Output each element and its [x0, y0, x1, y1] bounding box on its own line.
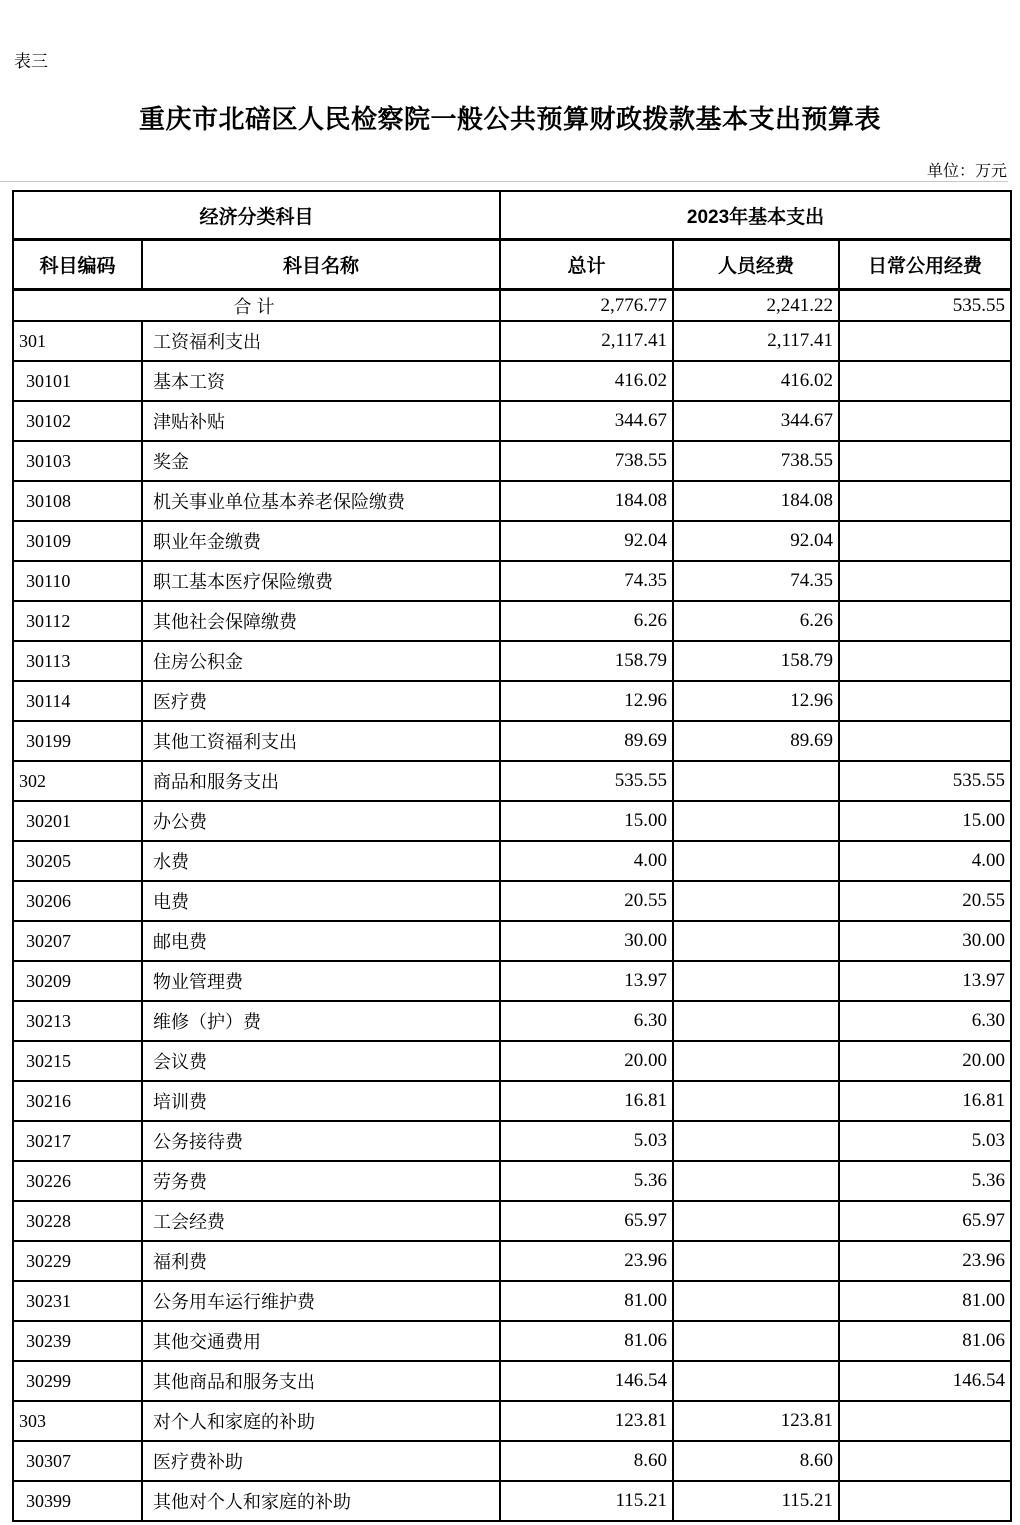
- personnel-cell: [673, 1161, 839, 1201]
- subject-name-cell: 其他社会保障缴费: [142, 601, 500, 641]
- subject-name-cell: 其他工资福利支出: [142, 721, 500, 761]
- daily-cell: 4.00: [839, 841, 1011, 881]
- total-cell: 13.97: [500, 961, 673, 1001]
- subject-code-cell: 30299: [13, 1361, 142, 1401]
- personnel-cell: 184.08: [673, 481, 839, 521]
- total-cell: 4.00: [500, 841, 673, 881]
- subject-code-cell: 30216: [13, 1081, 142, 1121]
- daily-cell: 81.00: [839, 1281, 1011, 1321]
- total-cell: 535.55: [500, 761, 673, 801]
- personnel-cell: 123.81: [673, 1401, 839, 1441]
- daily-cell: 23.96: [839, 1241, 1011, 1281]
- subject-name-cell: 其他对个人和家庭的补助: [142, 1481, 500, 1521]
- personnel-cell: 416.02: [673, 361, 839, 401]
- subject-name-cell: 奖金: [142, 441, 500, 481]
- subject-code-cell: 30101: [13, 361, 142, 401]
- total-cell: 30.00: [500, 921, 673, 961]
- personnel-cell: [673, 801, 839, 841]
- header-group-row: [13, 191, 1011, 240]
- subject-name-cell: 商品和服务支出: [142, 761, 500, 801]
- daily-cell: [839, 1401, 1011, 1441]
- personnel-cell: 8.60: [673, 1441, 839, 1481]
- subject-name-cell: 维修（护）费: [142, 1001, 500, 1041]
- daily-cell: 15.00: [839, 801, 1011, 841]
- personnel-cell: 12.96: [673, 681, 839, 721]
- subject-code-cell: 30239: [13, 1321, 142, 1361]
- personnel-cell: 89.69: [673, 721, 839, 761]
- subject-code-cell: 30229: [13, 1241, 142, 1281]
- subject-code-cell: 303: [13, 1401, 142, 1441]
- daily-cell: [839, 521, 1011, 561]
- subject-code-cell: 30112: [13, 601, 142, 641]
- table-row: [13, 521, 1011, 561]
- page-title: 重庆市北碚区人民检察院一般公共预算财政拨款基本支出预算表: [138, 105, 881, 134]
- daily-cell: 6.30: [839, 1001, 1011, 1041]
- table-row: [13, 721, 1011, 761]
- subject-code-cell: 30205: [13, 841, 142, 881]
- table-row: [13, 881, 1011, 921]
- daily-cell: 20.55: [839, 881, 1011, 921]
- daily-cell: [839, 561, 1011, 601]
- table-row: [13, 561, 1011, 601]
- table-row: [13, 1361, 1011, 1401]
- personnel-cell: 74.35: [673, 561, 839, 601]
- subject-name-cell: 水费: [142, 841, 500, 881]
- table-row: [13, 1081, 1011, 1121]
- daily-cell: 13.97: [839, 961, 1011, 1001]
- budget-table-body: [13, 290, 1011, 1522]
- subject-name-cell: 津贴补贴: [142, 401, 500, 441]
- table-row: [13, 1001, 1011, 1041]
- daily-cell: [839, 1441, 1011, 1481]
- daily-cell: 5.36: [839, 1161, 1011, 1201]
- daily-cell: [839, 361, 1011, 401]
- personnel-cell: [673, 961, 839, 1001]
- subject-code-cell: 30102: [13, 401, 142, 441]
- subject-name-cell: 工资福利支出: [142, 321, 500, 361]
- personnel-cell: 92.04: [673, 521, 839, 561]
- table-row: [13, 681, 1011, 721]
- total-cell: 8.60: [500, 1441, 673, 1481]
- total-cell: 738.55: [500, 441, 673, 481]
- personnel-cell: [673, 1081, 839, 1121]
- subject-code-cell: 30307: [13, 1441, 142, 1481]
- personnel-cell: 2,241.22: [673, 290, 839, 322]
- total-cell: 12.96: [500, 681, 673, 721]
- total-cell: 20.55: [500, 881, 673, 921]
- daily-cell: 20.00: [839, 1041, 1011, 1081]
- subject-code-cell: 30231: [13, 1281, 142, 1321]
- subject-code-cell: 301: [13, 321, 142, 361]
- table-row: [13, 321, 1011, 361]
- subject-name-cell: 电费: [142, 881, 500, 921]
- subject-code-cell: 30199: [13, 721, 142, 761]
- table-row: [13, 1201, 1011, 1241]
- budget-table-header: [13, 191, 1011, 290]
- subject-name-cell: 机关事业单位基本养老保险缴费: [142, 481, 500, 521]
- table-row: [13, 481, 1011, 521]
- total-cell: 5.36: [500, 1161, 673, 1201]
- daily-cell: [839, 681, 1011, 721]
- subject-name-cell: 其他交通费用: [142, 1321, 500, 1361]
- personnel-cell: [673, 1001, 839, 1041]
- personnel-cell: [673, 1281, 839, 1321]
- scan-rule-artifact: [0, 181, 1008, 182]
- table-row: [13, 801, 1011, 841]
- total-cell: 123.81: [500, 1401, 673, 1441]
- daily-cell: 16.81: [839, 1081, 1011, 1121]
- header-daily-public-funds: 日常公用经费: [839, 240, 1011, 290]
- budget-table: [12, 190, 1012, 1522]
- daily-cell: [839, 721, 1011, 761]
- header-columns-row: [13, 240, 1011, 290]
- total-row: [13, 290, 1011, 322]
- subject-name-cell: 办公费: [142, 801, 500, 841]
- total-cell: 2,117.41: [500, 321, 673, 361]
- subject-code-cell: 30207: [13, 921, 142, 961]
- subject-code-cell: 30215: [13, 1041, 142, 1081]
- table-row: [13, 921, 1011, 961]
- total-cell: 89.69: [500, 721, 673, 761]
- header-total: 总计: [500, 240, 673, 290]
- total-cell: 92.04: [500, 521, 673, 561]
- subject-code-cell: 30110: [13, 561, 142, 601]
- personnel-cell: [673, 1321, 839, 1361]
- table-row: [13, 1441, 1011, 1481]
- header-2023-basic-expenditure: 2023年基本支出: [500, 191, 1011, 240]
- header-economic-classification: 经济分类科目: [13, 191, 500, 240]
- subject-code-cell: 30206: [13, 881, 142, 921]
- sheet-label: 表三: [14, 52, 48, 71]
- table-row: [13, 1481, 1011, 1521]
- personnel-cell: 344.67: [673, 401, 839, 441]
- table-row: [13, 961, 1011, 1001]
- subject-name-cell: 福利费: [142, 1241, 500, 1281]
- subject-name-cell: 公务用车运行维护费: [142, 1281, 500, 1321]
- total-cell: 81.00: [500, 1281, 673, 1321]
- unit-note: 单位：万元: [926, 163, 1007, 180]
- subject-name-cell: 会议费: [142, 1041, 500, 1081]
- total-cell: 115.21: [500, 1481, 673, 1521]
- subject-name-cell: 医疗费: [142, 681, 500, 721]
- total-cell: 5.03: [500, 1121, 673, 1161]
- total-cell: 20.00: [500, 1041, 673, 1081]
- personnel-cell: [673, 881, 839, 921]
- daily-cell: [839, 441, 1011, 481]
- daily-cell: 146.54: [839, 1361, 1011, 1401]
- personnel-cell: [673, 1361, 839, 1401]
- daily-cell: [839, 481, 1011, 521]
- subject-name-cell: 公务接待费: [142, 1121, 500, 1161]
- subject-name-cell: 其他商品和服务支出: [142, 1361, 500, 1401]
- subject-code-cell: 30228: [13, 1201, 142, 1241]
- personnel-cell: [673, 1121, 839, 1161]
- total-cell: 15.00: [500, 801, 673, 841]
- total-cell: 2,776.77: [500, 290, 673, 322]
- daily-cell: [839, 641, 1011, 681]
- subject-name-cell: 基本工资: [142, 361, 500, 401]
- subject-code-cell: 30209: [13, 961, 142, 1001]
- personnel-cell: 2,117.41: [673, 321, 839, 361]
- total-cell: 6.26: [500, 601, 673, 641]
- table-row: [13, 841, 1011, 881]
- subject-code-cell: 302: [13, 761, 142, 801]
- subject-name-cell: 培训费: [142, 1081, 500, 1121]
- personnel-cell: [673, 1041, 839, 1081]
- subject-name-cell: 工会经费: [142, 1201, 500, 1241]
- table-row: [13, 1121, 1011, 1161]
- daily-cell: 30.00: [839, 921, 1011, 961]
- subject-code-cell: 30226: [13, 1161, 142, 1201]
- total-label-cell: 合计: [13, 290, 500, 322]
- subject-name-cell: 医疗费补助: [142, 1441, 500, 1481]
- table-row: [13, 761, 1011, 801]
- table-row: [13, 361, 1011, 401]
- total-cell: 184.08: [500, 481, 673, 521]
- total-cell: 65.97: [500, 1201, 673, 1241]
- total-cell: 158.79: [500, 641, 673, 681]
- subject-name-cell: 住房公积金: [142, 641, 500, 681]
- subject-name-cell: 邮电费: [142, 921, 500, 961]
- personnel-cell: 738.55: [673, 441, 839, 481]
- daily-cell: [839, 321, 1011, 361]
- total-cell: 146.54: [500, 1361, 673, 1401]
- subject-code-cell: 30103: [13, 441, 142, 481]
- table-row: [13, 401, 1011, 441]
- total-cell: 74.35: [500, 561, 673, 601]
- subject-code-cell: 30108: [13, 481, 142, 521]
- subject-code-cell: 30113: [13, 641, 142, 681]
- daily-cell: 81.06: [839, 1321, 1011, 1361]
- total-cell: 344.67: [500, 401, 673, 441]
- table-row: [13, 641, 1011, 681]
- personnel-cell: [673, 921, 839, 961]
- subject-code-cell: 30109: [13, 521, 142, 561]
- daily-cell: 5.03: [839, 1121, 1011, 1161]
- daily-cell: [839, 601, 1011, 641]
- table-row: [13, 1041, 1011, 1081]
- personnel-cell: [673, 1241, 839, 1281]
- subject-code-cell: 30114: [13, 681, 142, 721]
- subject-name-cell: 物业管理费: [142, 961, 500, 1001]
- personnel-cell: 6.26: [673, 601, 839, 641]
- table-row: [13, 441, 1011, 481]
- personnel-cell: 115.21: [673, 1481, 839, 1521]
- total-cell: 81.06: [500, 1321, 673, 1361]
- header-subject-name: 科目名称: [142, 240, 500, 290]
- table-row: [13, 1281, 1011, 1321]
- total-cell: 6.30: [500, 1001, 673, 1041]
- subject-code-cell: 30201: [13, 801, 142, 841]
- personnel-cell: [673, 761, 839, 801]
- table-row: [13, 601, 1011, 641]
- daily-cell: 535.55: [839, 761, 1011, 801]
- table-row: [13, 1321, 1011, 1361]
- subject-code-cell: 30399: [13, 1481, 142, 1521]
- table-row: [13, 1161, 1011, 1201]
- daily-cell: [839, 401, 1011, 441]
- subject-name-cell: 职业年金缴费: [142, 521, 500, 561]
- subject-name-cell: 职工基本医疗保险缴费: [142, 561, 500, 601]
- subject-code-cell: 30217: [13, 1121, 142, 1161]
- daily-cell: 65.97: [839, 1201, 1011, 1241]
- daily-cell: [839, 1481, 1011, 1521]
- subject-name-cell: 对个人和家庭的补助: [142, 1401, 500, 1441]
- header-personnel-funds: 人员经费: [673, 240, 839, 290]
- subject-name-cell: 劳务费: [142, 1161, 500, 1201]
- table-row: [13, 1401, 1011, 1441]
- personnel-cell: [673, 841, 839, 881]
- table-row: [13, 1241, 1011, 1281]
- total-cell: 16.81: [500, 1081, 673, 1121]
- personnel-cell: [673, 1201, 839, 1241]
- total-cell: 23.96: [500, 1241, 673, 1281]
- header-subject-code: 科目编码: [13, 240, 142, 290]
- subject-code-cell: 30213: [13, 1001, 142, 1041]
- total-cell: 416.02: [500, 361, 673, 401]
- daily-cell: 535.55: [839, 290, 1011, 322]
- personnel-cell: 158.79: [673, 641, 839, 681]
